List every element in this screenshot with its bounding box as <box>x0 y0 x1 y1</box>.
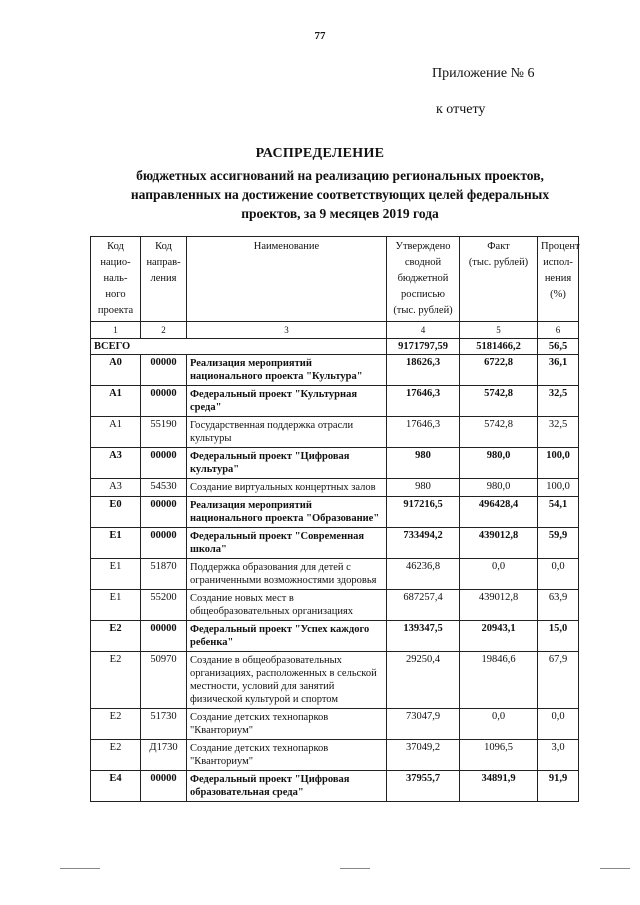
column-number-row <box>91 322 579 339</box>
name-cell: Создание виртуальных концертных залов <box>187 479 387 497</box>
percent-cell: 0,0 <box>538 559 579 590</box>
table-row <box>91 709 579 740</box>
name-cell: Государственная поддержка отрасли культуры <box>187 417 387 448</box>
table-row <box>91 386 579 417</box>
percent-cell: 59,9 <box>538 528 579 559</box>
footer-rule <box>340 868 370 869</box>
approved-cell: 37955,7 <box>387 771 460 802</box>
to-report-label: к отчету <box>436 102 486 117</box>
approved-cell: 917216,5 <box>387 497 460 528</box>
direction-code-cell: 00000 <box>141 621 187 652</box>
table-row <box>91 355 579 386</box>
name-cell: Поддержка образования для детей с ограниченными возможностями здоровья <box>187 559 387 590</box>
direction-code-cell: 00000 <box>141 448 187 479</box>
column-header-name: Наименование <box>187 237 387 322</box>
footer-rule <box>600 868 630 869</box>
approved-cell: 687257,4 <box>387 590 460 621</box>
percent-cell: 15,0 <box>538 621 579 652</box>
fact-cell: 5742,8 <box>460 386 538 417</box>
name-cell: Реализация мероприятий национального проекта "Культура" <box>187 355 387 386</box>
column-number: 3 <box>187 322 387 339</box>
fact-cell: 980,0 <box>460 448 538 479</box>
table-row <box>91 621 579 652</box>
name-cell: Создание в общеобразовательных организациях, расположенных в сельской местности, условий для занятий физической культурой и спортом <box>187 652 387 709</box>
fact-cell: 0,0 <box>460 559 538 590</box>
name-cell: Федеральный проект "Успех каждого ребенка" <box>187 621 387 652</box>
direction-code-cell: 00000 <box>141 386 187 417</box>
allocation-table <box>90 236 579 802</box>
table-row <box>91 559 579 590</box>
approved-cell: 73047,9 <box>387 709 460 740</box>
percent-cell: 0,0 <box>538 709 579 740</box>
column-header-approved: Утверждено сводной бюджетной росписью (тыс. рублей) <box>387 237 460 322</box>
table-body <box>91 339 579 802</box>
table-row <box>91 417 579 448</box>
name-cell: Федеральный проект "Цифровая образовательная среда" <box>187 771 387 802</box>
percent-cell: 67,9 <box>538 652 579 709</box>
column-header-percent: Процент испол- нения (%) <box>538 237 579 322</box>
project-code-cell: А1 <box>91 386 141 417</box>
appendix-label: Приложение № 6 <box>432 66 535 81</box>
approved-cell: 139347,5 <box>387 621 460 652</box>
page-number: 77 <box>314 30 326 42</box>
table-header-row <box>91 237 579 322</box>
column-number: 5 <box>460 322 538 339</box>
direction-code-cell: Д1730 <box>141 740 187 771</box>
direction-code-cell: 00000 <box>141 771 187 802</box>
percent-cell: 100,0 <box>538 479 579 497</box>
project-code-cell: А3 <box>91 479 141 497</box>
total-row <box>91 339 579 355</box>
name-cell: Федеральный проект "Культурная среда" <box>187 386 387 417</box>
percent-cell: 32,5 <box>538 417 579 448</box>
approved-cell: 46236,8 <box>387 559 460 590</box>
fact-cell: 439012,8 <box>460 528 538 559</box>
approved-cell: 37049,2 <box>387 740 460 771</box>
project-code-cell: Е4 <box>91 771 141 802</box>
direction-code-cell: 51730 <box>141 709 187 740</box>
name-cell: Реализация мероприятий национального проекта "Образование" <box>187 497 387 528</box>
name-cell: Создание детских технопарков "Кванториум" <box>187 740 387 771</box>
project-code-cell: А1 <box>91 417 141 448</box>
total-percent: 56,5 <box>538 339 579 355</box>
fact-cell: 19846,6 <box>460 652 538 709</box>
column-header-direction-code: Код направ- ления <box>141 237 187 322</box>
name-cell: Федеральный проект "Цифровая культура" <box>187 448 387 479</box>
approved-cell: 733494,2 <box>387 528 460 559</box>
column-number: 1 <box>91 322 141 339</box>
footer-rule <box>60 868 100 869</box>
table-row <box>91 652 579 709</box>
document-title: РАСПРЕДЕЛЕНИЕ <box>255 146 385 161</box>
fact-cell: 980,0 <box>460 479 538 497</box>
document-subtitle: бюджетных ассигнований на реализацию региональных проектов, направленных на достижение соответствующих целей федеральных проектов, за 9 месяцев 2019 года <box>130 168 550 221</box>
fact-cell: 1096,5 <box>460 740 538 771</box>
project-code-cell: Е2 <box>91 652 141 709</box>
percent-cell: 63,9 <box>538 590 579 621</box>
project-code-cell: Е1 <box>91 528 141 559</box>
name-cell: Создание новых мест в общеобразовательных организациях <box>187 590 387 621</box>
direction-code-cell: 55190 <box>141 417 187 448</box>
column-number: 2 <box>141 322 187 339</box>
total-label: ВСЕГО <box>91 339 387 355</box>
total-approved: 9171797,59 <box>387 339 460 355</box>
project-code-cell: Е2 <box>91 740 141 771</box>
table-row <box>91 590 579 621</box>
table-row <box>91 528 579 559</box>
direction-code-cell: 00000 <box>141 355 187 386</box>
name-cell: Создание детских технопарков "Кванториум" <box>187 709 387 740</box>
percent-cell: 54,1 <box>538 497 579 528</box>
percent-cell: 3,0 <box>538 740 579 771</box>
project-code-cell: Е1 <box>91 559 141 590</box>
fact-cell: 496428,4 <box>460 497 538 528</box>
column-header-project-code: Код нацио- наль- ного проекта <box>91 237 141 322</box>
fact-cell: 0,0 <box>460 709 538 740</box>
project-code-cell: А3 <box>91 448 141 479</box>
direction-code-cell: 54530 <box>141 479 187 497</box>
approved-cell: 17646,3 <box>387 417 460 448</box>
project-code-cell: Е2 <box>91 709 141 740</box>
table-row <box>91 479 579 497</box>
column-header-fact: Факт (тыс. рублей) <box>460 237 538 322</box>
project-code-cell: Е1 <box>91 590 141 621</box>
table-row <box>91 740 579 771</box>
percent-cell: 32,5 <box>538 386 579 417</box>
total-fact: 5181466,2 <box>460 339 538 355</box>
approved-cell: 980 <box>387 448 460 479</box>
fact-cell: 20943,1 <box>460 621 538 652</box>
fact-cell: 34891,9 <box>460 771 538 802</box>
column-number: 6 <box>538 322 579 339</box>
fact-cell: 439012,8 <box>460 590 538 621</box>
percent-cell: 100,0 <box>538 448 579 479</box>
table-row <box>91 497 579 528</box>
table-row <box>91 771 579 802</box>
approved-cell: 29250,4 <box>387 652 460 709</box>
name-cell: Федеральный проект "Современная школа" <box>187 528 387 559</box>
approved-cell: 980 <box>387 479 460 497</box>
direction-code-cell: 51870 <box>141 559 187 590</box>
direction-code-cell: 00000 <box>141 528 187 559</box>
approved-cell: 18626,3 <box>387 355 460 386</box>
project-code-cell: Е2 <box>91 621 141 652</box>
project-code-cell: Е0 <box>91 497 141 528</box>
percent-cell: 36,1 <box>538 355 579 386</box>
direction-code-cell: 50970 <box>141 652 187 709</box>
approved-cell: 17646,3 <box>387 386 460 417</box>
percent-cell: 91,9 <box>538 771 579 802</box>
direction-code-cell: 00000 <box>141 497 187 528</box>
column-number: 4 <box>387 322 460 339</box>
table-row <box>91 448 579 479</box>
project-code-cell: А0 <box>91 355 141 386</box>
fact-cell: 6722,8 <box>460 355 538 386</box>
fact-cell: 5742,8 <box>460 417 538 448</box>
direction-code-cell: 55200 <box>141 590 187 621</box>
